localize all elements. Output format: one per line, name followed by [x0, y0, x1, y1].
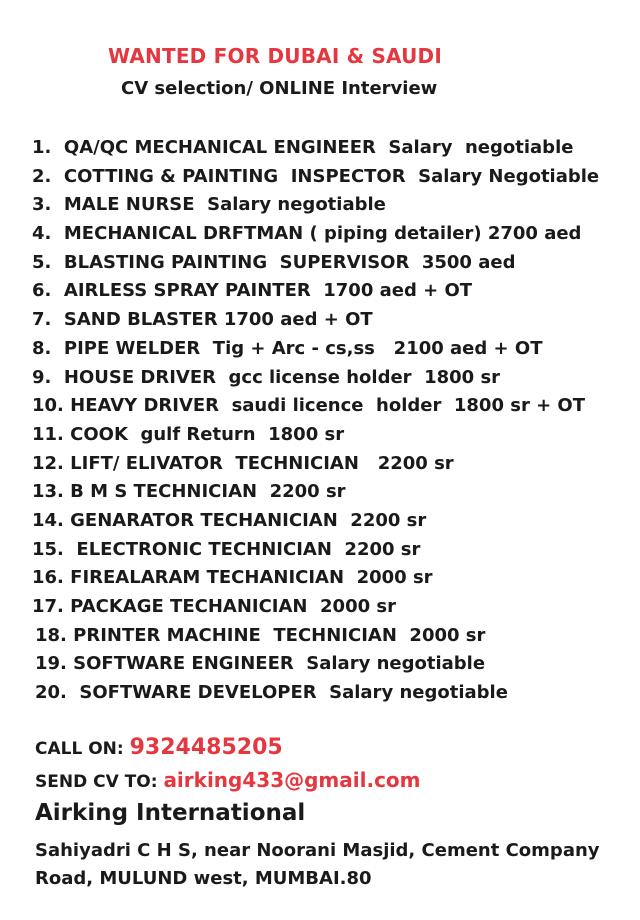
job-item-13: 13. B M S TECHNICIAN 2200 sr	[32, 481, 346, 503]
job-item-19: 19. SOFTWARE ENGINEER Salary negotiable	[35, 653, 486, 675]
call-label: CALL ON:	[35, 739, 124, 759]
job-item-7: 7. SAND BLASTER 1700 aed + OT	[32, 309, 373, 331]
job-item-3: 3. MALE NURSE Salary negotiable	[32, 194, 386, 216]
email-address: airking433@gmail.com	[163, 768, 421, 792]
job-item-11: 11. COOK gulf Return 1800 sr	[32, 423, 345, 445]
job-item-10: 10. HEAVY DRIVER saudi licence holder 1800 sr + OT	[32, 395, 586, 417]
page-subtitle: CV selection/ ONLINE Interview	[121, 78, 438, 99]
job-item-1: 1. QA/QC MECHANICAL ENGINEER Salary negotiable	[32, 137, 574, 158]
job-item-6: 6. AIRLESS SPRAY PAINTER 1700 aed + OT	[32, 280, 473, 302]
page-title: WANTED FOR DUBAI & SAUDI	[108, 44, 442, 68]
job-item-17: 17. PACKAGE TECHANICIAN 2000 sr	[32, 596, 396, 617]
job-item-20: 20. SOFTWARE DEVELOPER Salary negotiable	[35, 682, 508, 704]
company-address	[35, 837, 635, 893]
job-item-15: 15. ELECTRONIC TECHNICIAN 2200 sr	[32, 538, 421, 560]
job-item-9: 9. HOUSE DRIVER gcc license holder 1800 sr	[32, 366, 501, 388]
job-item-2: 2. COTTING & PAINTING INSPECTOR Salary Negotiable	[32, 165, 600, 187]
phone-number: 9324485205	[129, 735, 283, 760]
job-item-12: 12. LIFT/ ELIVATOR TECHNICIAN 2200 sr	[32, 452, 454, 474]
company-name: Airking International	[35, 800, 306, 826]
call-line	[35, 735, 283, 760]
job-item-16: 16. FIREALARAM TECHANICIAN 2000 sr	[32, 567, 433, 589]
address-line-1: Sahiyadri C H S, near Noorani Masjid, Cement Company	[35, 840, 600, 861]
job-item-14: 14. GENARATOR TECHANICIAN 2200 sr	[32, 509, 427, 531]
job-item-8: 8. PIPE WELDER Tig + Arc - cs,ss 2100 aed + OT	[32, 337, 543, 359]
send-cv-label: SEND CV TO:	[35, 772, 158, 792]
address-line-2: Road, MULUND west, MUMBAI.80	[35, 868, 372, 889]
job-item-5: 5. BLASTING PAINTING SUPERVISOR 3500 aed	[32, 251, 516, 273]
send-cv-line	[35, 768, 421, 792]
job-list	[32, 134, 632, 708]
job-item-4: 4. MECHANICAL DRFTMAN ( piping detailer) 2700 aed	[32, 223, 582, 245]
job-item-18: 18. PRINTER MACHINE TECHNICIAN 2000 sr	[35, 624, 486, 646]
